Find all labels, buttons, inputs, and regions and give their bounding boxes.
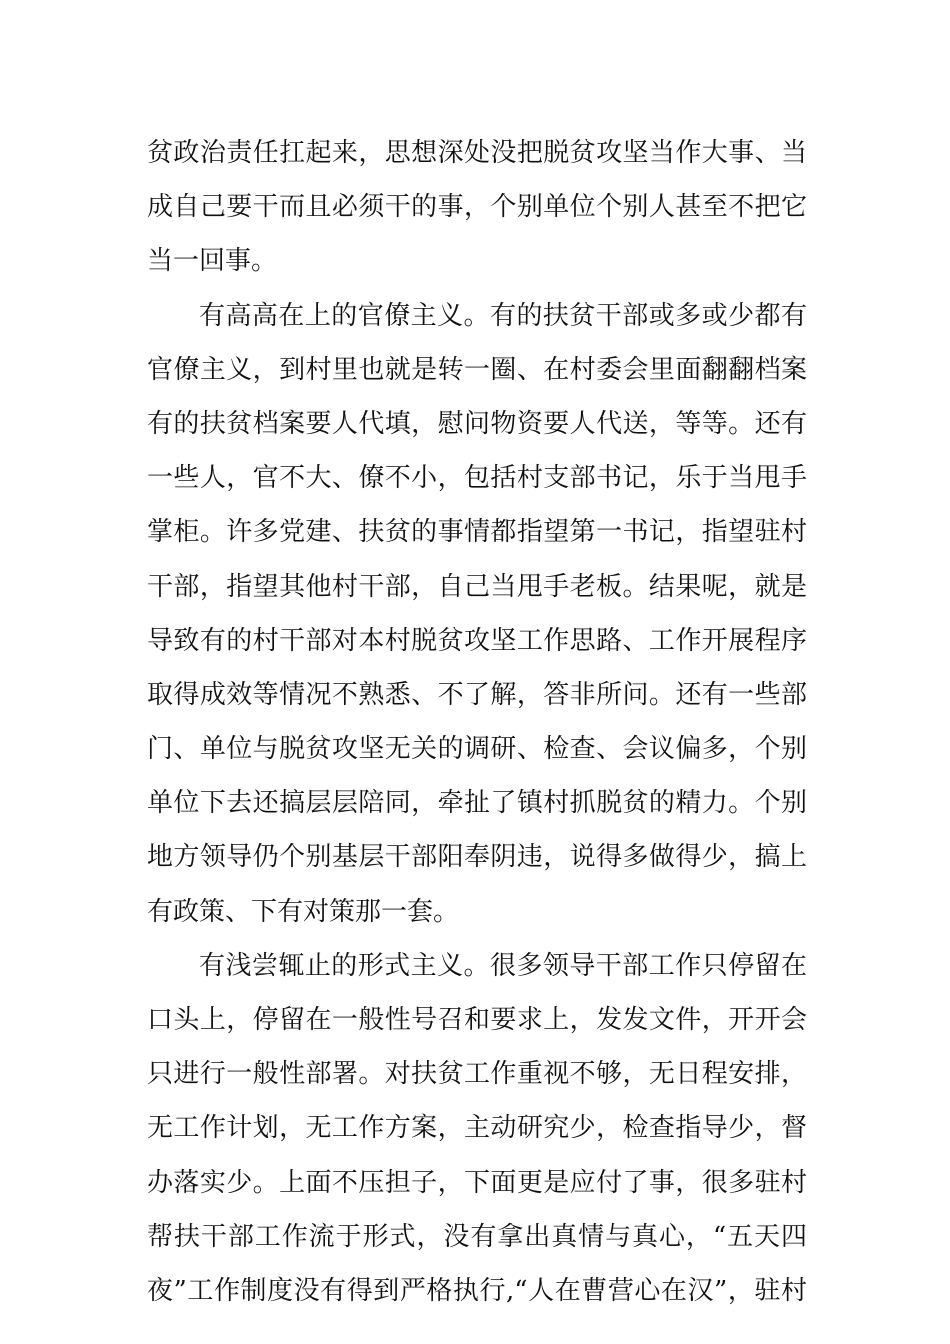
text-line: 只进行一般性部署。对扶贫工作重视不够，无日程安排， (147, 1059, 807, 1090)
text-line: 地方领导仍个别基层干部阳奉阴违，说得多做得少，搞上 (147, 842, 807, 873)
text-line: 帮扶干部工作流于形式，没有拿出真情与真心，“五天四 (147, 1221, 807, 1252)
text-line: 掌柜。许多党建、扶贫的事情都指望第一书记，指望驻村 (147, 517, 807, 548)
text-line: 有政策、下有对策那一套。 (147, 896, 460, 927)
text-line: 干部，指望其他村干部，自己当甩手老板。结果呢，就是 (147, 571, 807, 602)
text-line: 单位下去还搞层层陪同，牵扯了镇村抓脱贫的精力。个别 (147, 788, 807, 819)
text-line: 口头上，停留在一般性号召和要求上，发发文件，开开会 (147, 1005, 807, 1035)
paragraph-start-line: 有浅尝辄止的形式主义。很多领导干部工作只停留在 (199, 950, 807, 981)
text-line: 夜”工作制度没有得到严格执行,“人在曹营心在汉”，驻村 (147, 1275, 807, 1306)
text-line: 一些人，官不大、僚不小，包括村支部书记，乐于当甩手 (147, 463, 807, 494)
text-line: 办落实少。上面不压担子，下面更是应付了事，很多驻村 (147, 1167, 807, 1198)
text-line: 当一回事。 (147, 246, 278, 277)
text-line: 导致有的村干部对本村脱贫攻坚工作思路、工作开展程序 (147, 625, 807, 656)
text-line: 取得成效等情况不熟悉、不了解，答非所问。还有一些部 (147, 679, 807, 710)
text-line: 无工作计划，无工作方案，主动研究少，检查指导少，督 (147, 1113, 807, 1144)
document-body (147, 126, 807, 1318)
text-line: 门、单位与脱贫攻坚无关的调研、检查、会议偏多，个别 (147, 734, 807, 765)
text-line: 成自己要干而且必须干的事，个别单位个别人甚至不把它 (147, 192, 807, 223)
text-line: 贫政治责任扛起来，思想深处没把脱贫攻坚当作大事、当 (147, 138, 807, 168)
text-line: 有的扶贫档案要人代填，慰问物资要人代送，等等。还有 (147, 408, 807, 439)
text-line: 官僚主义，到村里也就是转一圈、在村委会里面翻翻档案 (147, 354, 807, 385)
paragraph-start-line: 有高高在上的官僚主义。有的扶贫干部或多或少都有 (199, 300, 807, 331)
